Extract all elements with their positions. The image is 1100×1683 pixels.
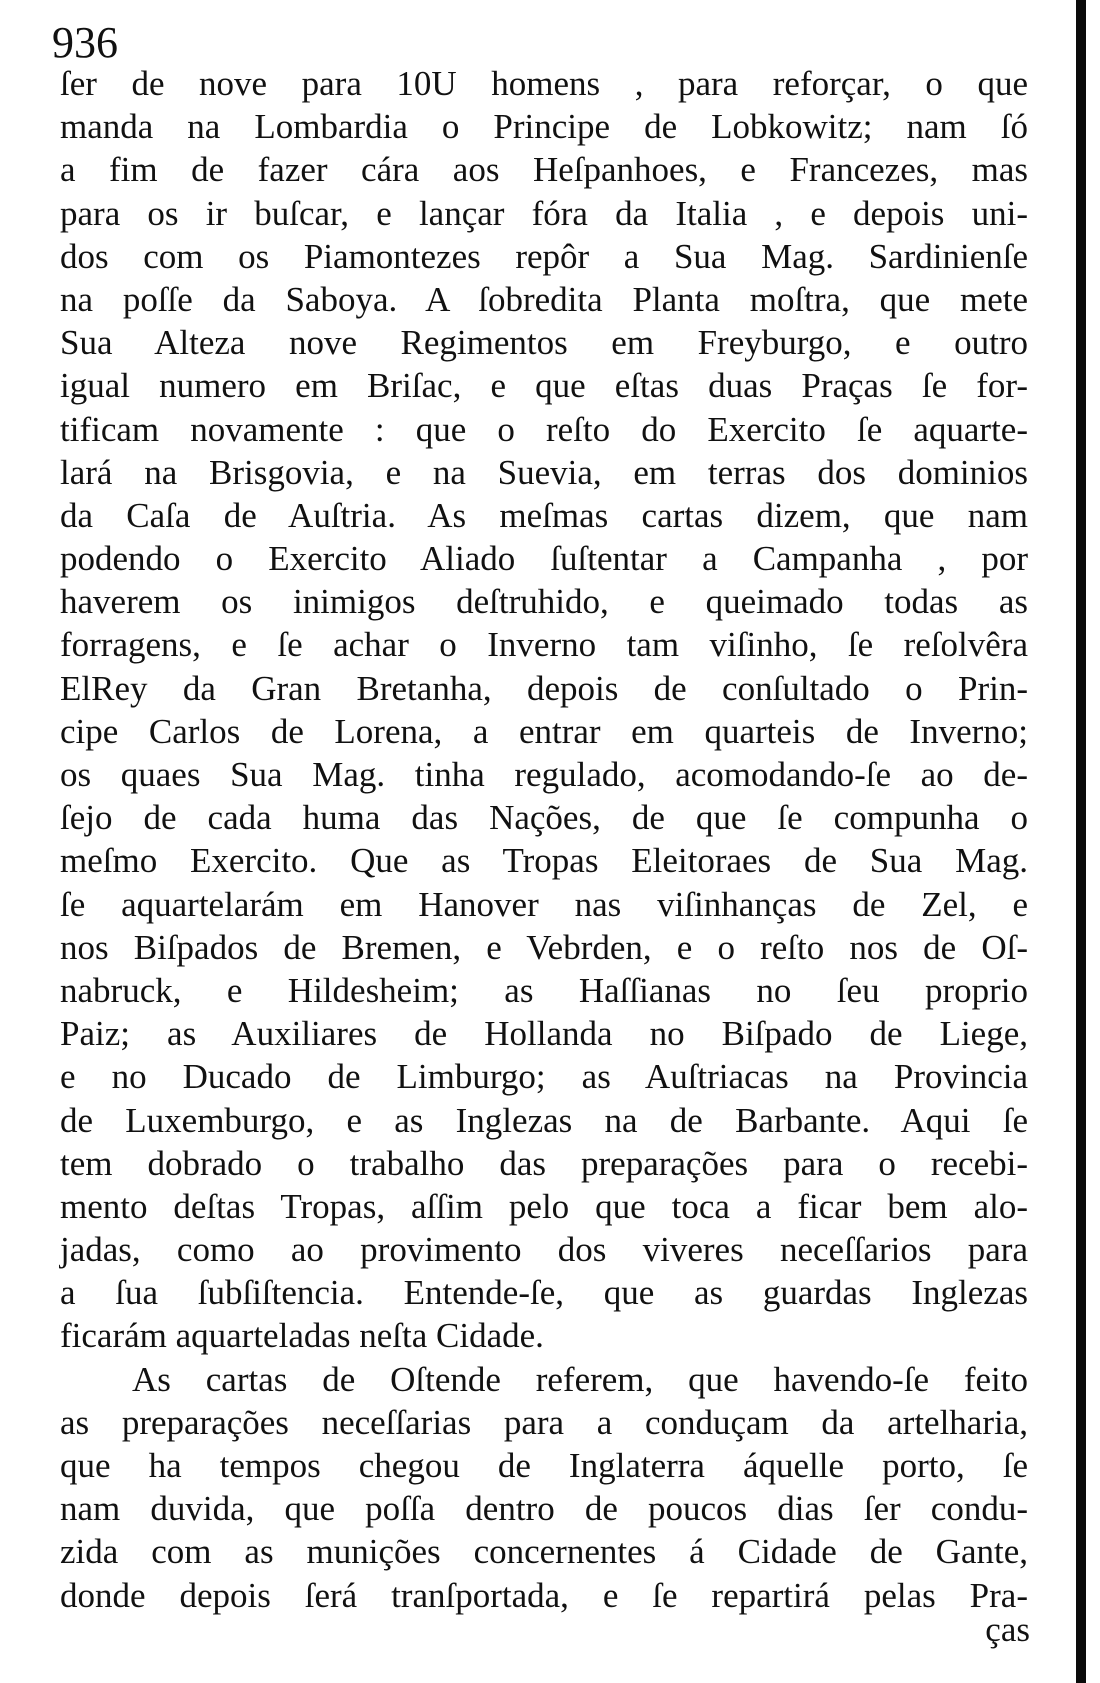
text-line: podendo o Exercito Aliado ſuſtentar a Campanha , por [60, 539, 1028, 579]
text-line: de Luxemburgo, e as Inglezas na de Barbante. Aqui ſe [60, 1100, 1028, 1140]
text-line: manda na Lombardia o Principe de Lobkowitz; nam ſó [60, 107, 1028, 147]
page-number: 936 [52, 18, 118, 67]
text-line: jadas, como ao provimento dos viveres neceſſarios para [60, 1230, 1028, 1270]
text-line: para os ir buſcar, e lançar fóra da Italia , e depois uni- [60, 193, 1028, 233]
text-line: ſe aquartelarám em Hanover nas viſinhanças de Zel, e [60, 884, 1028, 924]
text-line: ſer de nove para 10U homens , para reforçar, o que [60, 64, 1028, 103]
text-line: donde depois ſerá tranſportada, e ſe repartirá pelas Pra- [60, 1575, 1028, 1615]
text-line: ſejo de cada huma das Nações, de que ſe compunha o [60, 798, 1028, 838]
paragraph-start-line: As cartas de Oſtende referem, que havendo-ſe feito [132, 1359, 1028, 1399]
text-line: nam duvida, que poſſa dentro de poucos dias ſer condu- [60, 1489, 1028, 1529]
text-line: Sua Alteza nove Regimentos em Freyburgo, e outro [60, 323, 1028, 363]
page-edge-border [1076, 0, 1086, 1683]
text-line: da Caſa de Auſtria. As meſmas cartas dizem, que nam [60, 495, 1028, 535]
text-line: Paiz; as Auxiliares de Hollanda no Biſpado de Liege, [60, 1014, 1028, 1054]
text-line: cipe Carlos de Lorena, a entrar em quarteis de Inverno; [60, 711, 1028, 751]
text-line: a fim de fazer cára aos Heſpanhoes, e Francezes, mas [60, 150, 1028, 190]
text-line: haverem os inimigos deſtruhido, e queimado todas as [60, 582, 1028, 622]
text-line: ficarám aquarteladas neſta Cidade. [60, 1316, 544, 1356]
text-body [60, 62, 1028, 1617]
text-line: que ha tempos chegou de Inglaterra áquelle porto, ſe [60, 1446, 1028, 1485]
text-line: dos com os Piamontezes repôr a Sua Mag. Sardinienſe [60, 236, 1028, 276]
text-line: nos Biſpados de Bremen, e Vebrden, e o reſto nos de Oſ- [60, 927, 1028, 967]
text-line: nabruck, e Hildesheim; as Haſſianas no ſeu proprio [60, 970, 1028, 1010]
text-line: igual numero em Briſac, e que eſtas duas Praças ſe for- [60, 366, 1028, 406]
text-line: tificam novamente : que o reſto do Exercito ſe aquarte- [60, 409, 1028, 449]
text-line: e no Ducado de Limburgo; as Auſtriacas na Provincia [60, 1057, 1028, 1097]
text-line: meſmo Exercito. Que as Tropas Eleitoraes de Sua Mag. [60, 841, 1028, 881]
text-line: na poſſe da Saboya. A ſobredita Planta moſtra, que mete [60, 279, 1028, 319]
text-line: ElRey da Gran Bretanha, depois de conſultado o Prin- [60, 668, 1028, 708]
catchword: ças [985, 1610, 1030, 1649]
text-line: forragens, e ſe achar o Inverno tam viſinho, ſe reſolvêra [60, 625, 1028, 665]
text-line: lará na Brisgovia, e na Suevia, em terras dos dominios [60, 452, 1028, 492]
text-line: mento deſtas Tropas, aſſim pelo que toca a ficar bem alo- [60, 1186, 1028, 1226]
text-line: a ſua ſubſiſtencia. Entende-ſe, que as guardas Inglezas [60, 1273, 1028, 1313]
text-line: os quaes Sua Mag. tinha regulado, acomodando-ſe ao de- [60, 755, 1028, 794]
text-line: as preparações neceſſarias para a conduçam da artelharia, [60, 1402, 1028, 1442]
text-line: zida com as munições concernentes á Cidade de Gante, [60, 1532, 1028, 1572]
text-line: tem dobrado o trabalho das preparações para o recebi- [60, 1143, 1028, 1183]
